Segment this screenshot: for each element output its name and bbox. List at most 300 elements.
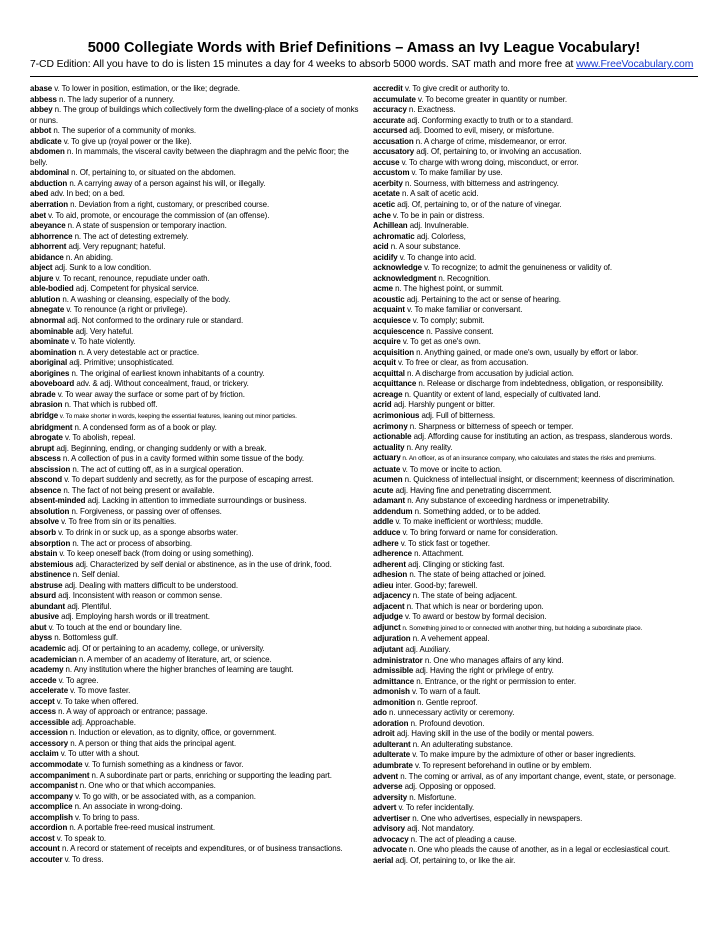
definition-entry xyxy=(373,814,698,825)
headword: abject xyxy=(30,263,53,273)
definition-entry xyxy=(373,453,698,465)
headword: accede xyxy=(30,675,57,685)
headword: accommodate xyxy=(30,760,83,769)
definition-entry xyxy=(30,95,362,106)
definition-text: n. A discharge from accusation by judicial action. xyxy=(404,368,574,378)
definition-entry xyxy=(373,517,698,528)
headword: abstemious xyxy=(30,559,74,569)
definition-entry xyxy=(30,348,362,359)
headword: accessory xyxy=(30,738,69,748)
definition-entry xyxy=(373,179,698,190)
definition-entry xyxy=(373,274,698,285)
headword: accompany xyxy=(30,791,73,801)
headword: acidify xyxy=(373,252,398,262)
definition-entry xyxy=(373,750,698,761)
headword: acknowledgment xyxy=(373,273,437,283)
headword: abominable xyxy=(30,326,74,336)
definition-entry xyxy=(30,676,362,687)
definition-text: v. To go with, or be associated with, as a companion. xyxy=(72,791,256,801)
headword: adjuration xyxy=(373,634,411,644)
headword: accurate xyxy=(373,115,406,125)
definition-text: v. To recognize; to admit the genuineness or validity of. xyxy=(421,263,613,273)
headword: abidance xyxy=(30,252,64,262)
subtitle-text: 7-CD Edition: All you have to do is listen 15 minutes a day for 4 weeks to absorb 5000 words. SAT math and more free at xyxy=(30,59,577,70)
right-column xyxy=(373,84,698,866)
definition-entry xyxy=(373,824,698,835)
definition-entry xyxy=(30,844,362,855)
website-link[interactable]: www.FreeVocabulary.com xyxy=(576,59,694,70)
definition-text: adj. Having the right or privilege of entry. xyxy=(413,666,554,676)
definition-entry xyxy=(30,411,362,423)
headword: aberration xyxy=(30,200,69,210)
headword: adjudge xyxy=(373,612,403,622)
definition-entry xyxy=(373,634,698,645)
definition-entry xyxy=(30,665,362,676)
definition-entry xyxy=(373,782,698,793)
definition-entry xyxy=(373,856,698,867)
headword: abeyance xyxy=(30,221,66,231)
headword: abscission xyxy=(30,464,71,474)
definition-entry xyxy=(30,549,362,560)
definition-text: adj. Plentiful. xyxy=(65,601,112,611)
headword: abnormal xyxy=(30,316,66,326)
definition-text: adj. Very hateful. xyxy=(73,326,134,336)
definition-text: v. To depart suddenly and secretly, as for the purpose of escaping arrest. xyxy=(62,475,314,485)
definition-text: v. To move or incite to action. xyxy=(400,464,502,474)
definition-text: adj. Clinging or sticking fast. xyxy=(405,559,505,569)
definition-text: adj. Sunk to a low condition. xyxy=(52,263,152,273)
definition-text: n. Any reality. xyxy=(404,442,453,452)
definition-entry xyxy=(373,803,698,814)
definition-entry xyxy=(373,84,698,95)
definition-entry xyxy=(30,433,362,444)
definition-text: v. To comply; submit. xyxy=(410,316,485,326)
definition-text: v. To agree. xyxy=(56,675,99,685)
headword: abundant xyxy=(30,601,66,611)
headword: admonish xyxy=(373,687,410,697)
definition-entry xyxy=(373,486,698,497)
definition-text: v. To make impure by the admixture of other or baser ingredients. xyxy=(410,750,636,760)
definition-entry xyxy=(30,454,362,465)
definition-text: v. To aid, promote, or encourage the commission of (an offense). xyxy=(46,210,270,220)
definition-text: n. Exactness. xyxy=(406,105,456,115)
definition-text: n. The act or process of absorbing. xyxy=(70,538,193,548)
headword: acerbity xyxy=(373,178,403,188)
definition-entry xyxy=(373,379,698,390)
definition-entry xyxy=(373,666,698,677)
definition-text: v. To give credit or authority to. xyxy=(402,84,510,93)
headword: aborigines xyxy=(30,368,70,378)
definition-entry xyxy=(30,284,362,295)
definition-text: n. Recognition. xyxy=(436,273,491,283)
headword: acrimony xyxy=(373,421,408,431)
headword: abrupt xyxy=(30,443,55,453)
definition-text: adj. Competent for physical service. xyxy=(73,284,199,294)
headword: acquittal xyxy=(373,368,405,378)
definition-entry xyxy=(373,687,698,698)
definition-entry xyxy=(30,686,362,697)
headword: aboveboard xyxy=(30,379,75,389)
definition-entry xyxy=(30,496,362,507)
definition-text: n. Self denial. xyxy=(70,570,120,580)
definition-text: v. To drink in or suck up, as a sponge absorbs water. xyxy=(55,527,238,537)
definition-text: n. A subordinate part or parts, enriching or supporting the leading part. xyxy=(89,770,332,780)
headword: abbess xyxy=(30,94,57,104)
definition-entry xyxy=(373,443,698,454)
headword: abjure xyxy=(30,273,54,283)
definition-text: adj. Beginning, ending, or changing suddenly or with a break. xyxy=(54,443,267,453)
headword: acquit xyxy=(373,358,396,368)
definition-text: v. To stick fast or together. xyxy=(398,538,490,548)
left-column xyxy=(30,84,362,866)
definition-text: v. To recant, renounce, repudiate under oath. xyxy=(53,273,210,283)
definition-text: n. The act of cutting off, as in a surgical operation. xyxy=(70,464,244,474)
headword: acrid xyxy=(373,400,392,410)
headword: addle xyxy=(373,517,394,527)
definition-text: v. To represent beforehand in outline or by emblem. xyxy=(412,761,592,770)
definition-entry xyxy=(30,475,362,486)
definition-entry xyxy=(30,560,362,571)
definition-entry xyxy=(373,337,698,348)
definition-entry xyxy=(373,539,698,550)
headword: accredit xyxy=(373,84,403,93)
definition-entry xyxy=(373,400,698,411)
headword: abstruse xyxy=(30,580,63,590)
definition-entry xyxy=(30,749,362,760)
definition-entry xyxy=(373,740,698,751)
definition-entry xyxy=(30,358,362,369)
headword: advocate xyxy=(373,845,407,855)
definition-text: adj. Inconsistent with reason or common sense. xyxy=(55,591,223,601)
definition-text: n. A charge of crime, misdemeanor, or error. xyxy=(413,136,567,146)
definition-text: n. Induction or elevation, as to dignity, office, or government. xyxy=(67,728,277,738)
headword: absurd xyxy=(30,591,56,601)
definition-entry xyxy=(373,147,698,158)
headword: adroit xyxy=(373,729,395,739)
definition-text: v. To warn of a fault. xyxy=(409,687,481,697)
headword: abridge xyxy=(30,410,59,420)
headword: abbey xyxy=(30,105,53,115)
definition-text: n. The highest point, or summit. xyxy=(392,284,504,294)
headword: abet xyxy=(30,210,47,220)
definition-text: v. To give up (royal power or the like). xyxy=(61,136,192,146)
headword: adumbrate xyxy=(373,761,413,770)
definition-text: v. To make familiar by use. xyxy=(409,168,503,178)
headword: able-bodied xyxy=(30,284,74,294)
headword: acquittance xyxy=(373,379,417,389)
definition-text: adj. Characterized by self denial or abstinence, as in the use of drink, food. xyxy=(73,559,332,569)
definition-text: v. To bring forward or name for consideration. xyxy=(400,527,558,537)
definition-text: n. Something joined to or connected with another thing, but holding a subordinate place. xyxy=(400,624,643,632)
definition-text: adj. Invulnerable. xyxy=(407,221,469,231)
headword: admissible xyxy=(373,666,414,676)
headword: acknowledge xyxy=(373,263,422,273)
definition-entry xyxy=(373,316,698,327)
headword: adjunct xyxy=(373,622,401,632)
definition-entry xyxy=(373,612,698,623)
definition-entry xyxy=(30,200,362,211)
definition-entry xyxy=(30,718,362,729)
definition-entry xyxy=(30,602,362,613)
headword: advent xyxy=(373,771,399,781)
definition-text: n. A collection of pus in a cavity formed within some tissue of the body. xyxy=(60,454,304,464)
definition-text: v. To take when offered. xyxy=(54,696,139,706)
headword: abnegate xyxy=(30,305,65,315)
definition-text: n. The fact of not being present or available. xyxy=(61,485,215,495)
definition-entry xyxy=(373,581,698,592)
headword: adamant xyxy=(373,496,406,506)
definition-text: n. Release or discharge from indebtedness, obligation, or responsibility. xyxy=(416,379,664,389)
headword: acquiescence xyxy=(373,326,425,336)
headword: adieu xyxy=(373,580,394,590)
definition-entry xyxy=(373,327,698,338)
definition-entry xyxy=(30,855,362,866)
definition-entry xyxy=(373,211,698,222)
definition-entry xyxy=(373,719,698,730)
headword: actuary xyxy=(373,453,401,463)
definition-text: n. One who pleads the cause of another, as in a legal or ecclesiastical court. xyxy=(406,845,671,855)
definition-text: adj. Employing harsh words or ill treatment. xyxy=(59,612,210,622)
definition-text: v. To furnish something as a kindness or favor. xyxy=(82,760,244,769)
headword: accuracy xyxy=(373,105,407,115)
definition-text: n. A very detestable act or practice. xyxy=(76,347,200,357)
definition-text: v. To wear away the surface or some part of by friction. xyxy=(55,389,245,399)
headword: abominate xyxy=(30,337,69,347)
definition-entry xyxy=(30,517,362,528)
definition-entry xyxy=(373,549,698,560)
definition-entry xyxy=(30,337,362,348)
definition-entry xyxy=(30,486,362,497)
definition-text: v. To renounce (a right or privilege). xyxy=(64,305,188,315)
definition-text: n. A way of approach or entrance; passage. xyxy=(56,707,208,717)
definition-entry xyxy=(373,845,698,856)
headword: accept xyxy=(30,696,55,706)
definition-entry xyxy=(30,147,362,168)
definition-text: v. To hate violently. xyxy=(68,337,136,347)
definition-text: adj. Approachable. xyxy=(69,717,136,727)
definition-entry xyxy=(373,358,698,369)
definition-text: adj. Dealing with matters difficult to be understood. xyxy=(62,580,239,590)
headword: abdomen xyxy=(30,147,65,157)
definition-entry xyxy=(373,560,698,571)
definition-text: n. A condensed form as of a book or play. xyxy=(72,422,217,432)
headword: acetic xyxy=(373,200,396,210)
definition-entry xyxy=(30,612,362,623)
definition-entry xyxy=(373,158,698,169)
headword: accompaniment xyxy=(30,770,90,780)
headword: ado xyxy=(373,708,387,718)
headword: ablution xyxy=(30,294,61,304)
definition-text: n. An adulterating substance. xyxy=(410,739,513,749)
definition-entry xyxy=(30,465,362,476)
definition-text: n. unnecessary activity or ceremony. xyxy=(386,708,515,718)
definition-text: n. In mammals, the visceral cavity between the diaphragm and the pelvic floor; the belly. xyxy=(30,147,349,167)
headword: abstinence xyxy=(30,570,71,580)
definition-entry xyxy=(30,168,362,179)
definition-entry xyxy=(30,802,362,813)
definition-entry xyxy=(30,771,362,782)
definition-text: n. A vehement appeal. xyxy=(410,634,490,644)
headword: accusation xyxy=(373,136,414,146)
definition-entry xyxy=(373,295,698,306)
definition-entry xyxy=(30,295,362,306)
headword: advertiser xyxy=(373,813,411,823)
definition-text: v. To become greater in quantity or number. xyxy=(415,94,567,104)
definition-entry xyxy=(30,581,362,592)
definition-entry xyxy=(30,105,362,126)
definition-entry xyxy=(30,623,362,634)
definition-entry xyxy=(30,739,362,750)
headword: academician xyxy=(30,654,77,664)
definition-entry xyxy=(30,507,362,518)
definition-text: n. An officer, as of an insurance company, who calculates and states the risks and premiums. xyxy=(400,455,656,463)
definition-text: n. One who or that which accompanies. xyxy=(77,781,216,791)
definition-text: n. A portable free-reed musical instrument. xyxy=(67,823,216,833)
definition-text: n. The group of buildings which collectively form the dwelling-place of a society of monks or nuns. xyxy=(30,105,359,125)
definition-entry xyxy=(373,422,698,433)
headword: abscess xyxy=(30,454,61,464)
definition-text: v. To make shorter in words, keeping the essential features, leaning out minor particles. xyxy=(58,412,297,420)
definition-text: adj. Harshly pungent or bitter. xyxy=(391,400,495,410)
definition-entry xyxy=(30,274,362,285)
definition-entry xyxy=(30,263,362,274)
definition-text: n. A person or thing that aids the principal agent. xyxy=(68,738,237,748)
definition-entry xyxy=(30,760,362,771)
headword: adjacency xyxy=(373,591,411,601)
headword: accumulate xyxy=(373,94,416,104)
headword: addendum xyxy=(373,506,413,516)
definition-text: adj. Of or pertaining to an academy, college, or university. xyxy=(65,643,265,653)
definition-text: n. Gentle reproof. xyxy=(414,697,478,707)
headword: abdominal xyxy=(30,168,69,178)
definition-entry xyxy=(373,369,698,380)
definition-entry xyxy=(373,623,698,635)
definition-entry xyxy=(30,792,362,803)
headword: acid xyxy=(373,242,389,252)
definition-text: n. A salt of acetic acid. xyxy=(399,189,479,199)
definition-text: n. Quantity or extent of land, especially of cultivated land. xyxy=(402,389,601,399)
page-subtitle xyxy=(30,58,698,71)
headword: accuse xyxy=(373,157,400,167)
headword: accompanist xyxy=(30,781,78,791)
definition-entry xyxy=(30,316,362,327)
headword: ache xyxy=(373,210,391,220)
definition-text: n. Anything gained, or made one's own, usually by effort or labor. xyxy=(414,347,639,357)
definition-text: adj. Having skill in the use of the bodily or mental powers. xyxy=(394,729,594,739)
definition-entry xyxy=(30,813,362,824)
definition-text: v. To charge with wrong doing, misconduct, or error. xyxy=(399,157,579,167)
headword: access xyxy=(30,707,57,717)
definition-entry xyxy=(30,697,362,708)
definition-text: n. Quickness of intellectual insight, or discernment; keenness of discrimination. xyxy=(402,475,675,485)
headword: abrade xyxy=(30,389,56,399)
definition-entry xyxy=(373,656,698,667)
definition-entry xyxy=(30,444,362,455)
definition-entry xyxy=(373,200,698,211)
definition-entry xyxy=(30,379,362,390)
definition-entry xyxy=(30,126,362,137)
definition-text: n. Profound devotion. xyxy=(408,718,485,728)
headword: absolve xyxy=(30,517,60,527)
headword: admittance xyxy=(373,676,415,686)
definition-text: v. To refer incidentally. xyxy=(396,803,475,813)
headword: abomination xyxy=(30,347,77,357)
definition-text: n. The original of earliest known inhabitants of a country. xyxy=(69,368,265,378)
definition-text: v. To free from sin or its penalties. xyxy=(59,517,177,527)
headword: absorption xyxy=(30,538,71,548)
definition-text: v. To abolish, repeal. xyxy=(62,433,136,443)
definition-text: adj. Primitive; unsophisticated. xyxy=(67,358,174,368)
headword: acquiesce xyxy=(373,316,411,326)
definition-entry xyxy=(373,708,698,719)
headword: abed xyxy=(30,189,49,199)
definition-entry xyxy=(30,528,362,539)
headword: absent-minded xyxy=(30,496,86,506)
definition-text: adj. Full of bitterness. xyxy=(419,410,495,420)
headword: accustom xyxy=(373,168,410,178)
definition-text: n. Any substance of exceeding hardness or impenetrability. xyxy=(405,496,610,506)
definition-entry xyxy=(373,232,698,243)
definition-text: n. The lady superior of a nunnery. xyxy=(56,94,175,104)
definition-entry xyxy=(373,602,698,613)
definition-entry xyxy=(373,698,698,709)
definition-entry xyxy=(30,591,362,602)
definition-text: adj. Lacking in attention to immediate surroundings or business. xyxy=(85,496,307,506)
definition-text: adj. Opposing or opposed. xyxy=(402,782,496,792)
definition-text: v. To be in pain or distress. xyxy=(390,210,485,220)
headword: accost xyxy=(30,833,55,843)
headword: accomplice xyxy=(30,802,73,812)
definition-text: adj. Not conformed to the ordinary rule or standard. xyxy=(65,316,244,326)
definition-text: v. To move faster. xyxy=(68,686,131,696)
definition-text: v. To speak to. xyxy=(54,833,107,843)
headword: acrimonious xyxy=(373,410,420,420)
headword: actuate xyxy=(373,464,401,474)
headword: admonition xyxy=(373,697,415,707)
definition-entry xyxy=(30,823,362,834)
headword: achromatic xyxy=(373,231,415,241)
definition-text: v. To award or bestow by formal decision. xyxy=(402,612,547,622)
headword: abduction xyxy=(30,178,68,188)
definition-text: v. To make inefficient or worthless; muddle. xyxy=(393,517,543,527)
definition-text: n. An abiding. xyxy=(63,252,113,262)
headword: abrasion xyxy=(30,400,63,410)
definition-entry xyxy=(373,677,698,688)
headword: Achillean xyxy=(373,221,408,231)
headword: adherence xyxy=(373,549,412,559)
definition-entry xyxy=(373,305,698,316)
definition-text: adj. Doomed to evil, misery, or misfortune. xyxy=(407,126,554,136)
definition-entry xyxy=(373,496,698,507)
definition-text: adj. Very repugnant; hateful. xyxy=(66,242,166,252)
headword: acclaim xyxy=(30,749,59,759)
headword: acreage xyxy=(373,389,403,399)
definition-entry xyxy=(30,655,362,666)
definition-entry xyxy=(373,507,698,518)
definition-entry xyxy=(30,369,362,380)
definition-entry xyxy=(373,465,698,476)
headword: advert xyxy=(373,803,397,813)
definition-text: n. One who advertises, especially in newspapers. xyxy=(410,813,583,823)
definition-entry xyxy=(373,793,698,804)
headword: absorb xyxy=(30,527,56,537)
headword: acute xyxy=(373,485,394,495)
definition-entry xyxy=(373,137,698,148)
definition-text: adj. Auxiliary. xyxy=(403,644,451,654)
headword: academic xyxy=(30,643,66,653)
headword: adhere xyxy=(373,538,399,548)
headword: aboriginal xyxy=(30,358,68,368)
